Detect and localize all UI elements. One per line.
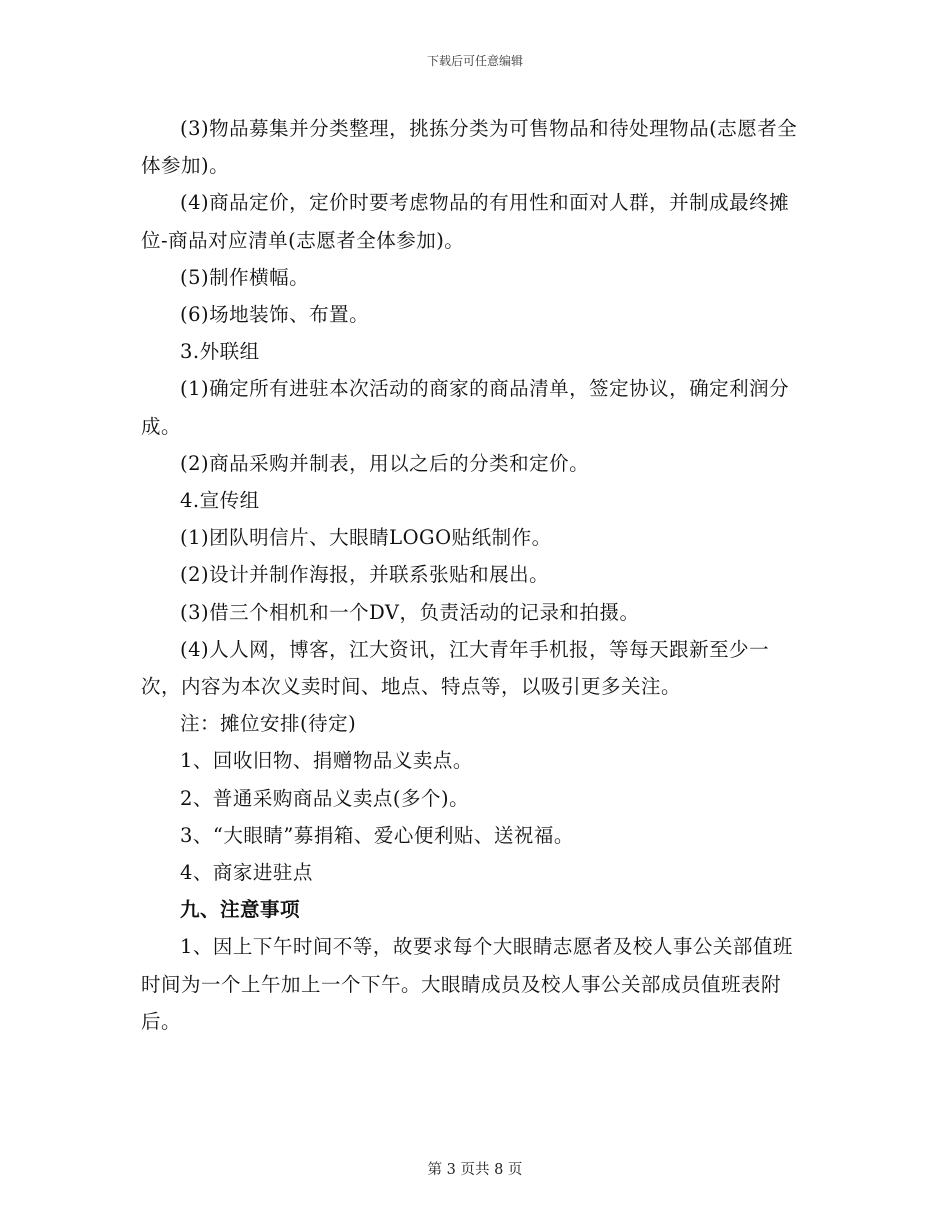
paragraph-liaison-1: (1)确定所有进驻本次活动的商家的商品清单，签定协议，确定利润分成。: [141, 377, 790, 438]
paragraph-publicity-4: (4)人人网，博客，江大资讯，江大青年手机报，等每天跟新至少一次，内容为本次义卖时间、地点、特点等，以吸引更多关注。: [141, 637, 770, 699]
paragraph-precaution-1: 1、因上下午时间不等，故要求每个大眼睛志愿者及校人事公关部值班时间为一个上午加上一个下午。大眼睛成员及校人事公关部成员值班表附后。: [141, 935, 793, 1033]
section-publicity-group: 4.宣传组: [180, 489, 260, 513]
paragraph-publicity-2: (2)设计并制作海报，并联系张贴和展出。: [180, 563, 550, 587]
section-heading-precautions: 九、注意事项: [180, 898, 301, 922]
note-booth-arrangement: 注：摊位安排(待定): [180, 712, 357, 736]
paragraph-5-banner: (5)制作横幅。: [180, 265, 310, 289]
document-body: [141, 110, 809, 1040]
paragraph-4-pricing: (4)商品定价，定价时要考虑物品的有用性和面对人群，并制成最终摊位-商品对应清单(志愿者全体参加)。: [141, 191, 790, 252]
page-footer: 第 3 页共 8 页: [427, 1162, 523, 1178]
paragraph-publicity-3: (3)借三个相机和一个DV，负责活动的记录和拍摄。: [180, 600, 640, 624]
paragraph-3-sort-items: (3)物品募集并分类整理，挑拣分类为可售物品和待处理物品(志愿者全体参加)。: [141, 117, 798, 178]
paragraph-liaison-2: (2)商品采购并制表，用以之后的分类和定价。: [180, 451, 590, 475]
booth-item-3: 3、“大眼睛”募捐箱、爱心便利贴、送祝福。: [180, 823, 574, 847]
booth-item-1: 1、回收旧物、捐赠物品义卖点。: [180, 749, 473, 773]
booth-item-2: 2、普通采购商品义卖点(多个)。: [180, 786, 470, 810]
section-liaison-group: 3.外联组: [180, 340, 260, 364]
page-header: 下载后可任意编辑: [426, 54, 523, 68]
paragraph-6-decoration: (6)场地装饰、布置。: [180, 303, 370, 327]
paragraph-publicity-1: (1)团队明信片、大眼睛LOGO贴纸制作。: [180, 526, 552, 550]
booth-item-4: 4、商家进驻点: [180, 861, 313, 885]
